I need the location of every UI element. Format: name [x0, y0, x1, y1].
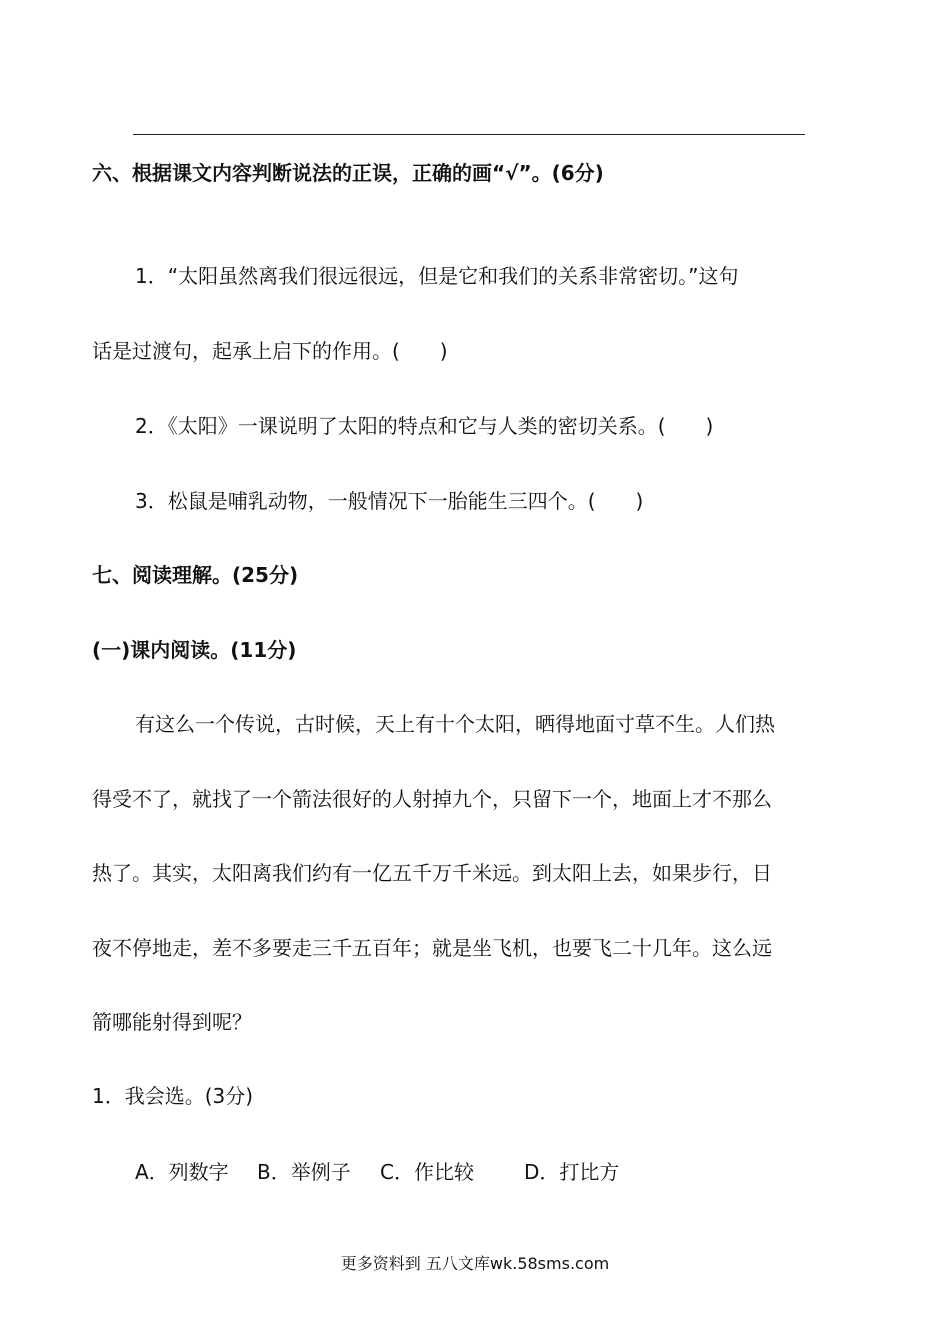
question-3: 3．松鼠是哺乳动物，一般情况下一胎能生三四个。( ): [135, 489, 644, 513]
option-b: B．举例子: [257, 1160, 351, 1184]
question-1-line-2: 话是过渡句，起承上启下的作用。( ): [92, 339, 448, 363]
passage-line-2: 得受不了，就找了一个箭法很好的人射掉九个，只留下一个，地面上才不那么: [92, 787, 772, 811]
question-choose: 1．我会选。(3分): [92, 1084, 254, 1108]
option-d: D．打比方: [524, 1160, 620, 1184]
section-6-heading: 六、根据课文内容判断说法的正误，正确的画“√”。(6分): [92, 161, 604, 185]
passage-line-4: 夜不停地走，差不多要走三千五百年；就是坐飞机，也要飞二十几年。这么远: [92, 936, 772, 960]
question-1-line-1: 1．“太阳虽然离我们很远很远，但是它和我们的关系非常密切。”这句: [135, 264, 739, 288]
section-7-heading: 七、阅读理解。(25分): [92, 563, 299, 587]
footer-source-link[interactable]: 更多资料到 五八文库wk.58sms.com: [340, 1254, 610, 1273]
passage-line-3: 热了。其实，太阳离我们约有一亿五千万千米远。到太阳上去，如果步行，日: [92, 861, 772, 885]
option-a: A．列数字: [135, 1160, 229, 1184]
question-2: 2．《太阳》一课说明了太阳的特点和它与人类的密切关系。( ): [135, 414, 714, 438]
option-c: C．作比较: [380, 1160, 474, 1184]
answer-line: [133, 134, 805, 135]
options-row: [135, 1159, 619, 1185]
passage-line-5: 箭哪能射得到呢？: [92, 1010, 252, 1034]
section-7-sub-heading: (一)课内阅读。(11分): [92, 638, 297, 662]
passage-line-1: 有这么一个传说，古时候，天上有十个太阳，晒得地面寸草不生。人们热: [135, 712, 775, 736]
